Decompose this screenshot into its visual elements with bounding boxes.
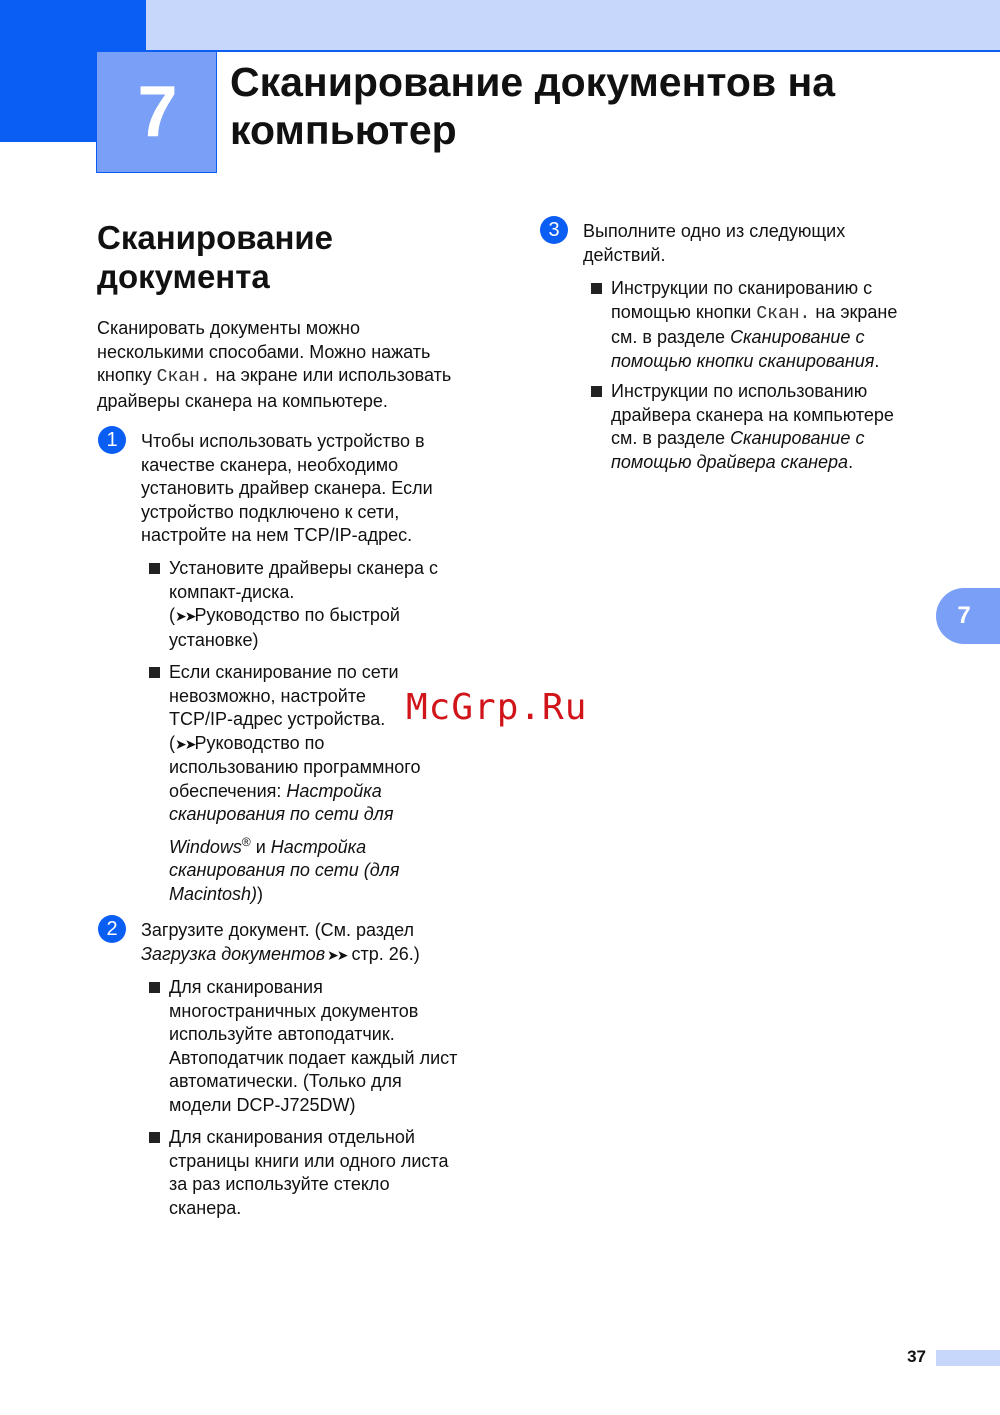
- bullet-line: Если сканирование по сети: [169, 662, 399, 682]
- double-arrow-icon: ➤➤: [175, 608, 195, 624]
- step-line: установить драйвер сканера. Если: [141, 478, 433, 498]
- text: и: [250, 836, 271, 857]
- header-band: [146, 0, 1000, 50]
- section-title-line1: Сканирование: [97, 219, 334, 256]
- text: см. в разделе: [611, 327, 731, 347]
- doc-reference: Сканирование с: [730, 327, 865, 347]
- bullet-line: драйвера сканера на компьютере: [611, 404, 894, 425]
- step-line: Загрузите документ. (См. раздел: [141, 920, 415, 940]
- bullet-line: [611, 301, 897, 327]
- bullet-line: невозможно, настройте: [169, 685, 366, 706]
- text: на экране: [810, 301, 898, 322]
- doc-reference: Сканирование с: [730, 428, 865, 448]
- step-1-text: [141, 430, 501, 548]
- bullet-square-icon: [149, 1132, 160, 1143]
- bullet-text: [169, 661, 420, 906]
- bullet-line: сканера.: [169, 1197, 242, 1218]
- text: .: [848, 451, 854, 472]
- step-line: настройте на нем TCP/IP-адрес.: [141, 525, 413, 545]
- bullet-line: [169, 732, 420, 757]
- chapter-number: 7: [137, 72, 178, 152]
- bullet-line: [169, 831, 420, 860]
- bullet-line: используйте автоподатчик.: [169, 1024, 395, 1044]
- step-line: Чтобы использовать устройство в: [141, 431, 425, 451]
- bullet-text: [611, 380, 894, 474]
- step-line: [141, 943, 501, 968]
- text: стр. 26.): [346, 943, 420, 964]
- bullet-square-icon: [591, 386, 602, 397]
- bullet-line: [169, 780, 420, 804]
- bullet-line: [611, 451, 894, 475]
- text: обеспечения:: [169, 780, 287, 801]
- bullet-line: TCP/IP-адрес устройства.: [169, 709, 386, 729]
- intro-line: [97, 364, 507, 390]
- section-title: [97, 218, 497, 296]
- chapter-number-box: [96, 52, 217, 173]
- text: .: [874, 350, 880, 371]
- bullet-square-icon: [149, 563, 160, 574]
- double-arrow-icon: ➤➤: [175, 735, 195, 752]
- text: Руководство по: [194, 732, 325, 753]
- bullet-text: [611, 277, 897, 373]
- doc-reference: Windows: [169, 836, 242, 857]
- doc-reference: Настройка: [270, 836, 367, 857]
- bullet-square-icon: [149, 667, 160, 678]
- text: (: [169, 732, 175, 753]
- bullet-line: [169, 859, 420, 883]
- registered-mark: ®: [241, 834, 251, 849]
- bullet-line: [611, 350, 897, 374]
- bullet-line: компакт-диска.: [169, 581, 295, 602]
- intro-line: несколькими способами. Можно нажать: [97, 341, 431, 362]
- bullet-text: [169, 1126, 448, 1220]
- text: помощью кнопки: [611, 301, 757, 322]
- intro-line: драйверы сканера на компьютере.: [97, 390, 388, 411]
- bullet-line: [169, 883, 420, 907]
- text: (: [169, 605, 175, 625]
- doc-reference: Macintosh): [169, 883, 258, 904]
- text: ): [257, 883, 264, 904]
- bullet-line: установке): [169, 629, 259, 650]
- chapter-title-line1: Сканирование документов на: [230, 59, 836, 105]
- bullet-square-icon: [591, 283, 602, 294]
- page-number-bar: [936, 1350, 1000, 1366]
- bullet-line: за раз используйте стекло: [169, 1174, 390, 1194]
- bullet-text: [169, 976, 457, 1117]
- intro-line: Сканировать документы можно: [97, 318, 360, 338]
- text: на экране или использовать: [210, 365, 452, 385]
- step-3-text: [583, 220, 943, 267]
- bullet-line: Для сканирования отдельной: [169, 1127, 415, 1147]
- text: Руководство по быстрой: [194, 605, 400, 625]
- text: кнопку: [97, 365, 157, 385]
- bullet-line: многостраничных документов: [169, 1000, 419, 1021]
- scan-key-label: Скан.: [156, 367, 211, 387]
- bullet-line: модели DCP-J725DW): [169, 1094, 356, 1115]
- step-2-text: [141, 919, 501, 967]
- step-line: Выполните одно из следующих: [583, 221, 846, 241]
- section-title-line2: документа: [97, 258, 270, 295]
- chapter-title-line2: компьютер: [230, 107, 457, 153]
- intro-paragraph: [97, 317, 507, 413]
- scan-key-label: Скан.: [756, 303, 811, 324]
- bullet-line: [169, 803, 420, 827]
- doc-reference: сканирования по сети для: [169, 804, 394, 824]
- text: см. в разделе: [611, 428, 731, 448]
- watermark: McGrp.Ru: [406, 687, 588, 728]
- doc-reference: сканирования по сети (для: [169, 860, 400, 880]
- doc-reference: помощью кнопки сканирования: [611, 350, 875, 371]
- bullet-line: использованию программного: [169, 757, 421, 777]
- doc-reference: Настройка: [286, 780, 382, 801]
- step-line: действий.: [583, 244, 666, 265]
- bullet-line: Для сканирования: [169, 977, 323, 997]
- bullet-line: Установите драйверы сканера с: [169, 558, 439, 578]
- bullet-line: Автоподатчик подает каждый лист: [169, 1047, 458, 1068]
- bullet-line: [611, 326, 897, 350]
- bullet-square-icon: [149, 982, 160, 993]
- page-number: 37: [907, 1347, 926, 1366]
- header-rule: [146, 50, 1000, 52]
- step-2-badge: 2: [98, 915, 126, 943]
- bullet-line: автоматически. (Только для: [169, 1071, 402, 1091]
- bullet-text: [169, 557, 438, 652]
- bullet-line: Инструкции по сканированию с: [611, 278, 873, 298]
- chapter-side-tab: [936, 588, 1000, 644]
- doc-reference: Загрузка документов: [141, 943, 326, 964]
- side-tab-number: 7: [957, 602, 971, 629]
- chapter-title: [230, 58, 990, 154]
- step-3-badge: 3: [540, 216, 568, 244]
- double-arrow-icon: ➤➤: [325, 946, 347, 963]
- bullet-line: страницы книги или одного листа: [169, 1150, 449, 1171]
- step-1-badge: 1: [98, 426, 126, 454]
- doc-reference: помощью драйвера сканера: [611, 451, 849, 472]
- bullet-line: Инструкции по использованию: [611, 381, 868, 401]
- step-line: устройство подключено к сети,: [141, 501, 400, 522]
- bullet-line: [169, 604, 438, 629]
- step-line: качестве сканера, необходимо: [141, 454, 399, 475]
- bullet-line: [611, 427, 894, 451]
